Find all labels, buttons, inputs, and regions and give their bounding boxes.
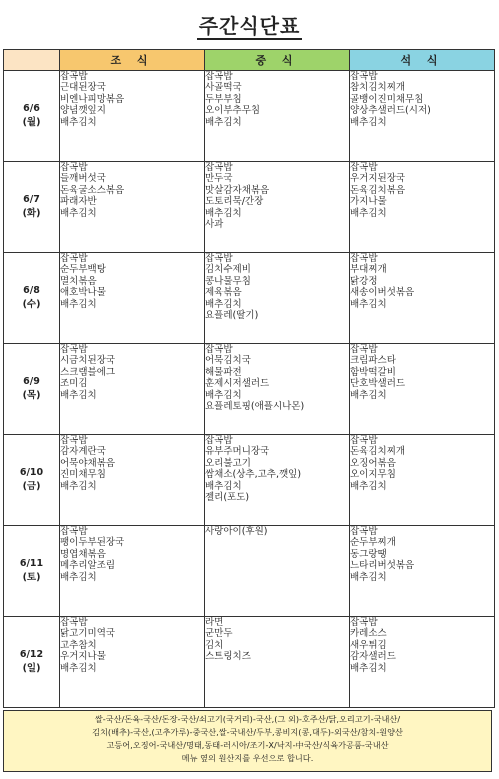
day-row — [4, 435, 495, 526]
menu-item: 잡곡밥 — [350, 162, 378, 173]
dinner-cell — [350, 162, 495, 253]
header-corner — [4, 50, 60, 71]
menu-item: 고추참치 — [60, 639, 97, 651]
menu-item: 군만두 — [205, 628, 233, 640]
menu-item: 잡곡밥 — [350, 253, 378, 264]
menu-item: 맛살감자채볶음 — [205, 184, 270, 196]
day-cell — [4, 435, 60, 526]
title-text: 주간식단표 — [198, 14, 301, 38]
menu-item: 시금치된장국 — [60, 355, 116, 367]
menu-item: 도토리묵/간장 — [205, 196, 264, 208]
breakfast-cell — [60, 162, 205, 253]
lunch-cell — [205, 526, 350, 617]
menu-item: 들깨버섯국 — [60, 173, 106, 185]
menu-item: 카레소스 — [350, 628, 387, 640]
origin-notice — [3, 710, 492, 772]
dinner-cell — [350, 617, 495, 708]
day-row — [4, 253, 495, 344]
menu-item: 명엽채볶음 — [60, 548, 106, 560]
menu-item: 잡곡밥 — [205, 71, 233, 82]
menu-item: 잡곡밥 — [60, 71, 88, 82]
menu-item: 젤리(포도) — [205, 491, 250, 503]
menu-item: 김치 — [205, 639, 224, 651]
menu-item: 배추김치 — [350, 207, 387, 219]
menu-item: 오이지무침 — [350, 469, 396, 481]
menu-item: 배추김치 — [60, 389, 97, 401]
menu-item: 순두부찌개 — [350, 537, 396, 549]
breakfast-cell — [60, 617, 205, 708]
menu-item: 배추김치 — [60, 662, 97, 674]
menu-item: 잡곡밥 — [60, 253, 88, 264]
breakfast-cell — [60, 253, 205, 344]
weekday-label: (수) — [22, 299, 41, 310]
date-label: 6/12 — [19, 649, 44, 660]
menu-item: 새송이버섯볶음 — [350, 287, 415, 299]
menu-item: 사과 — [205, 218, 224, 230]
menu-item: 라면 — [205, 617, 224, 628]
menu-item: 골뱅이진미채무침 — [350, 93, 424, 105]
date-label: 6/10 — [19, 467, 44, 478]
menu-item: 배추김치 — [205, 389, 242, 401]
menu-item: 배추김치 — [350, 480, 387, 492]
menu-item: 배추김치 — [60, 207, 97, 219]
menu-item: 팽이두부된장국 — [60, 537, 125, 549]
menu-item: 감자계란국 — [60, 446, 106, 458]
menu-item: 배추김치 — [350, 298, 387, 310]
menu-item: 배추김치 — [350, 662, 387, 674]
dinner-cell — [350, 344, 495, 435]
menu-item: 요플레토핑(애플시나몬) — [205, 400, 305, 412]
menu-item: 동그랑땡 — [350, 548, 387, 560]
menu-item: 잡곡밥 — [60, 526, 88, 537]
origin-line: 쌀-국산/돈육-국산/돈장-국산/쇠고기(국거리)-국산,(그 외)-호주산/닭,오리고기-국내산/ — [94, 714, 401, 724]
menu-item: 돈육김치찌개 — [350, 446, 406, 458]
menu-item: 우거지나물 — [60, 651, 106, 663]
menu-item: 가지나물 — [350, 196, 387, 208]
menu-item: 유부주머니장국 — [205, 446, 270, 458]
day-row — [4, 617, 495, 708]
menu-item: 잡곡밥 — [60, 435, 88, 446]
menu-item: 비엔나피망볶음 — [60, 93, 125, 105]
lunch-cell — [205, 253, 350, 344]
day-cell — [4, 162, 60, 253]
menu-item: 배추김치 — [60, 116, 97, 128]
menu-item: 크림파스타 — [350, 355, 396, 367]
menu-item: 오이부추무침 — [205, 105, 261, 117]
weekday-label: (금) — [22, 481, 41, 492]
menu-item: 돈육굴소스볶음 — [60, 184, 125, 196]
header-dinner: 석 식 — [350, 50, 495, 71]
origin-line: 고등어,오징어-국내산/명태,동태-러시아/조기-X/낙지-中국산/식육가공품-국내산 — [106, 740, 389, 750]
dinner-cell — [350, 253, 495, 344]
origin-line: 김치(배추)-국산,(고추가루)-중국산,쌀-국내산/두부,콩비지(콩,대두)-외국산/참치-원양산 — [92, 727, 403, 737]
menu-item: 잡곡밥 — [350, 526, 378, 537]
menu-item: 두부부침 — [205, 93, 242, 105]
menu-item: 메추리알조림 — [60, 560, 116, 572]
date-label: 6/11 — [19, 558, 44, 569]
breakfast-cell — [60, 71, 205, 162]
menu-item: 김치수제비 — [205, 264, 251, 276]
dinner-cell — [350, 526, 495, 617]
weekly-menu-table — [3, 49, 495, 708]
menu-item: 사랑아이(후원) — [205, 526, 268, 537]
menu-item: 배추김치 — [350, 571, 387, 583]
menu-item: 어묵김치국 — [205, 355, 251, 367]
menu-item: 쌈채소(상추,고추,깻잎) — [205, 469, 302, 481]
menu-item: 조미김 — [60, 378, 88, 390]
menu-item: 훈제시저샐러드 — [205, 378, 270, 390]
day-row — [4, 71, 495, 162]
menu-item: 닭고기미역국 — [60, 628, 116, 640]
menu-item: 잡곡밥 — [205, 162, 233, 173]
menu-item: 순두부백탕 — [60, 264, 106, 276]
date-label: 6/6 — [23, 103, 40, 114]
breakfast-cell — [60, 435, 205, 526]
menu-item: 잡곡밥 — [350, 435, 378, 446]
day-cell — [4, 526, 60, 617]
date-label: 6/9 — [23, 376, 40, 387]
menu-item: 잡곡밥 — [205, 253, 233, 264]
dinner-cell — [350, 71, 495, 162]
menu-item: 멸치볶음 — [60, 275, 97, 287]
lunch-cell — [205, 71, 350, 162]
day-row — [4, 344, 495, 435]
menu-item: 잡곡밥 — [60, 617, 88, 628]
menu-item: 배추김치 — [205, 207, 242, 219]
header-row — [4, 50, 495, 71]
menu-item: 애호박나물 — [60, 287, 106, 299]
menu-item: 배추김치 — [350, 116, 387, 128]
menu-item: 배추김치 — [205, 480, 242, 492]
origin-line: 메뉴 옆의 원산지를 우선으로 합니다. — [181, 753, 314, 763]
menu-item: 배추김치 — [60, 298, 97, 310]
menu-item: 오징어볶음 — [350, 457, 396, 469]
menu-item: 잡곡밥 — [350, 344, 378, 355]
weekday-label: (토) — [22, 572, 41, 583]
menu-item: 잡곡밥 — [205, 435, 233, 446]
menu-item: 배추김치 — [350, 389, 387, 401]
weekday-label: (일) — [22, 663, 41, 674]
menu-item: 근대된장국 — [60, 82, 106, 94]
menu-item: 잡곡밥 — [205, 344, 233, 355]
weekday-label: (화) — [22, 208, 41, 219]
menu-item: 양상추샐러드(시저) — [350, 105, 431, 117]
menu-item: 감자샐러드 — [350, 651, 396, 663]
lunch-cell — [205, 162, 350, 253]
menu-item: 잡곡밥 — [60, 344, 88, 355]
header-breakfast: 조 식 — [60, 50, 205, 71]
menu-item: 파래자반 — [60, 196, 97, 208]
menu-item: 어묵야채볶음 — [60, 457, 116, 469]
menu-item: 배추김치 — [205, 298, 242, 310]
breakfast-cell — [60, 526, 205, 617]
breakfast-cell — [60, 344, 205, 435]
menu-item: 느타리버섯볶음 — [350, 560, 415, 572]
menu-item: 우거지된장국 — [350, 173, 406, 185]
menu-item: 부대찌개 — [350, 264, 387, 276]
date-label: 6/7 — [23, 194, 40, 205]
date-label: 6/8 — [23, 285, 40, 296]
menu-item: 요플레(딸기) — [205, 309, 259, 321]
menu-item: 새우튀김 — [350, 639, 387, 651]
dinner-cell — [350, 435, 495, 526]
menu-item: 잡곡밥 — [350, 617, 378, 628]
lunch-cell — [205, 435, 350, 526]
menu-item: 양념깻잎지 — [60, 105, 106, 117]
menu-item: 제육볶음 — [205, 287, 242, 299]
menu-item: 사골떡국 — [205, 82, 242, 94]
menu-item: 배추김치 — [60, 571, 97, 583]
menu-item: 오리불고기 — [205, 457, 251, 469]
lunch-cell — [205, 617, 350, 708]
weekday-label: (목) — [22, 390, 41, 401]
menu-item: 스트링치즈 — [205, 651, 251, 663]
menu-item: 진미채무침 — [60, 469, 106, 481]
menu-item: 콩나물무침 — [205, 275, 251, 287]
page-title — [0, 10, 499, 39]
menu-item: 만두국 — [205, 173, 233, 185]
day-row — [4, 526, 495, 617]
menu-item: 스크램블에그 — [60, 366, 116, 378]
day-cell — [4, 71, 60, 162]
menu-item: 함박떡갈비 — [350, 366, 396, 378]
menu-item: 배추김치 — [205, 116, 242, 128]
menu-item: 닭강정 — [350, 275, 378, 287]
menu-item: 잡곡밥 — [350, 71, 378, 82]
menu-item: 잡곡밥 — [60, 162, 88, 173]
menu-body — [4, 71, 495, 708]
menu-item: 배추김치 — [60, 480, 97, 492]
menu-item: 해물파전 — [205, 366, 242, 378]
lunch-cell — [205, 344, 350, 435]
day-row — [4, 162, 495, 253]
menu-item: 돈육김치볶음 — [350, 184, 406, 196]
header-lunch: 중 식 — [205, 50, 350, 71]
day-cell — [4, 344, 60, 435]
weekday-label: (월) — [22, 117, 41, 128]
day-cell — [4, 253, 60, 344]
menu-item: 참치김치찌개 — [350, 82, 406, 94]
day-cell — [4, 617, 60, 708]
menu-item: 단호박샐러드 — [350, 378, 406, 390]
